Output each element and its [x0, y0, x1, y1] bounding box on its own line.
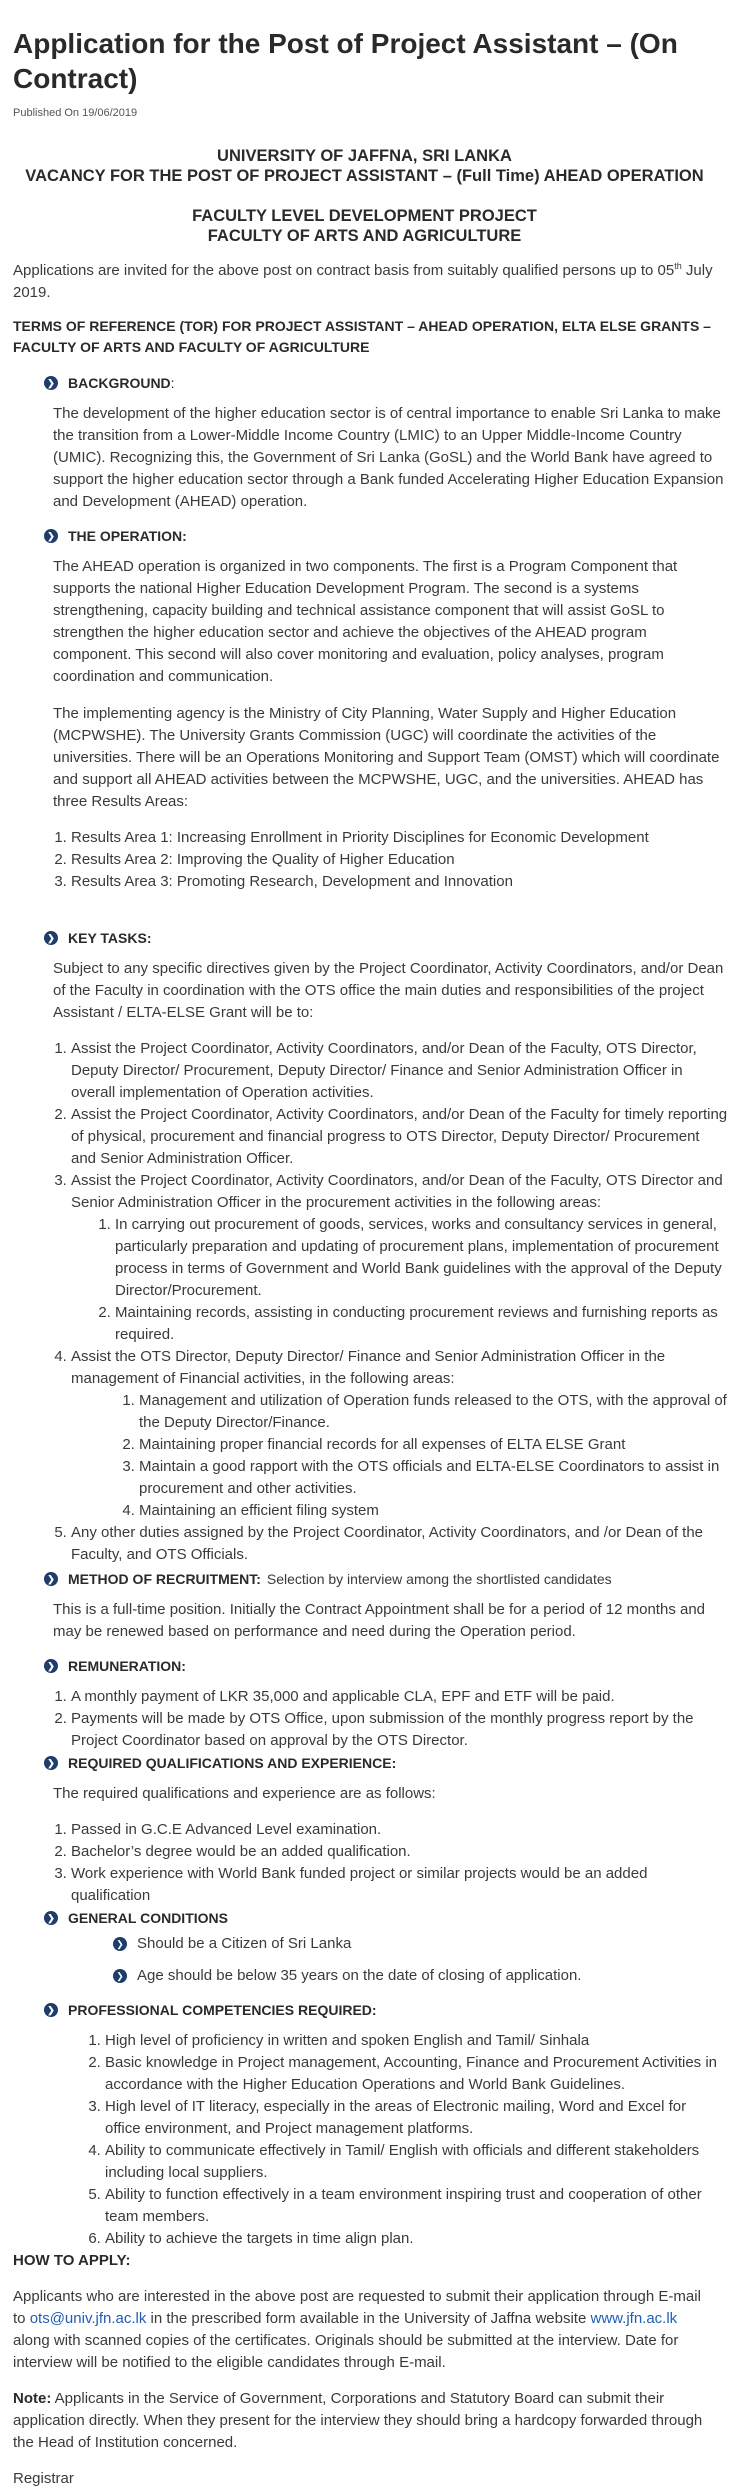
note-body: Applicants in the Service of Government, Corporations and Statutory Board can submit their application directly. When they present for the interview they should bring a hardcopy forwarded through the Head of Institution concerned. [13, 2390, 703, 2451]
list-item: 4. Ability to communicate effectively in Tamil/ English with officials and different stakeholders including local suppliers. [105, 2140, 725, 2184]
list-item: 5. Any other duties assigned by the Project Coordinator, Activity Coordinators, and /or Dean of the Faculty, and OTS Officials. [71, 1522, 728, 1566]
chevron-right-circle-icon: ❯ [44, 1572, 58, 1586]
page-title: Application for the Post of Project Assistant – (On Contract) [13, 28, 678, 94]
list-item [71, 1346, 728, 1522]
website-link[interactable]: www.jfn.ac.lk [590, 2310, 678, 2327]
list-item [113, 1965, 716, 1987]
chevron-right-circle-icon: ❯ [113, 1969, 127, 1983]
key-tasks-intro: Subject to any specific directives given by the Project Coordinator, Activity Coordinators, and/or Dean of the Faculty in coordination with the OTS office the main duties and responsibilities of the project Assistant / ELTA-ELSE Grant will be to: [53, 960, 724, 1021]
operation-label: THE OPERATION: [68, 528, 187, 544]
recruitment-text: This is a full-time position. Initially the Contract Appointment shall be for a period of 12 months and may be renewed based on performance and need during the Operation period. [53, 1601, 706, 1640]
list-item: 2. Payments will be made by OTS Office, upon submission of the monthly progress report by the Project Coordinator based on approval by the OTS Director. [71, 1708, 728, 1752]
chevron-right-circle-icon: ❯ [44, 2003, 58, 2017]
section-qualifications-heading [44, 1752, 716, 1774]
background-text: The development of the higher education sector is of central importance to enable Sri Lanka to make the transition from a Lower-Middle Income Country (LMIC) to an Upper Middle-Income Country (UMIC). Recognizing this, the Government of Sri Lanka (GoSL) and the World Bank have agreed to support the higher education sector through a Bank funded Accelerating Higher Education Expansion and Development (AHEAD) operation. [53, 405, 724, 510]
list-item: 2. Bachelor’s degree would be an added qualification. [71, 1841, 728, 1863]
apply-text-after: along with scanned copies of the certificates. Originals should be submitted at the interview. Date for interview will be notified to the eligible candidates through E-mail. [13, 2332, 679, 2371]
apply-text-middle: in the prescribed form available in the University of Jaffna website [146, 2310, 591, 2327]
chevron-right-circle-icon: ❯ [44, 529, 58, 543]
section-remuneration-heading [44, 1655, 716, 1677]
list-item: 6. Ability to achieve the targets in time align plan. [105, 2228, 725, 2250]
email-link[interactable]: ots@univ.jfn.ac.lk [29, 2310, 147, 2327]
project-name: FACULTY LEVEL DEVELOPMENT PROJECT [192, 207, 537, 225]
background-label: BACKGROUND [68, 375, 171, 391]
background-colon: : [170, 375, 175, 391]
list-item: 5. Ability to function effectively in a team environment inspiring trust and cooperation of other team members. [105, 2184, 725, 2228]
operation-text-1: The AHEAD operation is organized in two components. The first is a Program Component that supports the national Higher Education Development Program. The second is a systems strengthening, capacity building and technical assistance component that will assist GoSL to strengthen the higher education sector and achieve the objectives of the AHEAD program component. This second will also cover monitoring and evaluation, policy analyses, program coordination and communication. [53, 558, 678, 685]
general-list [113, 1933, 716, 1987]
task-4-sublist [71, 1390, 728, 1522]
list-item: 2. Basic knowledge in Project management, Accounting, Finance and Procurement Activities in accordance with the Higher Education Operations and World Bank Guidelines. [105, 2052, 725, 2096]
list-item: 1. A monthly payment of LKR 35,000 and applicable CLA, EPF and ETF will be paid. [71, 1686, 728, 1708]
remuneration-list [13, 1686, 728, 1752]
how-to-apply-heading: HOW TO APPLY: [13, 2252, 131, 2269]
key-tasks-list [13, 1038, 728, 1566]
list-item: 1. High level of proficiency in written and spoken English and Tamil/ Sinhala [105, 2030, 725, 2052]
intro-text [13, 260, 716, 304]
registrar: Registrar [13, 2470, 74, 2487]
chevron-right-circle-icon: ❯ [44, 1756, 58, 1770]
task-3-text: Assist the Project Coordinator, Activity Coordinators, and/or Dean of the Faculty, OTS Director and Senior Administration Officer in the procurement activities in the following areas: [71, 1172, 723, 1211]
university-header [13, 146, 716, 186]
recruitment-inline: Selection by interview among the shortlisted candidates [266, 1571, 612, 1587]
list-item: 1. In carrying out procurement of goods, services, works and consultancy services in general, particularly preparation and updating of procurement plans, implementation of procurement process in terms of Government and World Bank guidelines with the approval of the Deputy Director/Procurement. [115, 1214, 728, 1302]
intro-after: July 2019. [13, 262, 713, 301]
recruitment-label: METHOD OF RECRUITMENT: [68, 1571, 261, 1587]
key-tasks-label: KEY TASKS: [68, 930, 152, 946]
tor-heading: TERMS OF REFERENCE (TOR) FOR PROJECT ASSISTANT – AHEAD OPERATION, ELTA ELSE GRANTS – FACULTY OF ARTS AND FACULTY OF AGRICULTURE [13, 318, 711, 355]
list-item: 3. Maintain a good rapport with the OTS officials and ELTA-ELSE Coordinators to assist in procurement and other activities. [139, 1456, 728, 1500]
section-operation-heading [44, 525, 716, 547]
chevron-right-circle-icon: ❯ [44, 1659, 58, 1673]
intro-before: Applications are invited for the above post on contract basis from suitably qualified persons up to 05 [13, 262, 675, 279]
list-item: 3. Results Area 3: Promoting Research, Development and Innovation [71, 871, 728, 893]
list-item: 2. Maintaining records, assisting in conducting procurement reviews and furnishing reports as required. [115, 1302, 728, 1346]
qualifications-list [13, 1819, 728, 1907]
project-header [13, 206, 716, 246]
section-general-heading [44, 1907, 716, 1929]
chevron-right-circle-icon: ❯ [44, 931, 58, 945]
list-item: 1. Results Area 1: Increasing Enrollment in Priority Disciplines for Economic Development [71, 827, 728, 849]
section-competencies-heading [44, 1999, 716, 2021]
list-item: 2. Results Area 2: Improving the Quality of Higher Education [71, 849, 728, 871]
note-label: Note: [13, 2390, 52, 2407]
vacancy-title: VACANCY FOR THE POST OF PROJECT ASSISTANT – (Full Time) AHEAD OPERATION [25, 167, 704, 185]
university-name: UNIVERSITY OF JAFFNA, SRI LANKA [217, 147, 512, 165]
qualifications-label: REQUIRED QUALIFICATIONS AND EXPERIENCE: [68, 1755, 397, 1771]
task-4-text: Assist the OTS Director, Deputy Director/ Finance and Senior Administration Officer in the management of Financial activities, in the following areas: [71, 1348, 666, 1387]
list-item: 1. Passed in G.C.E Advanced Level examination. [71, 1819, 728, 1841]
list-item [71, 1170, 728, 1346]
operation-text-2: The implementing agency is the Ministry of City Planning, Water Supply and Higher Education (MCPWSHE). The University Grants Commission (UGC) will coordinate the activities of the universities. There will be an Operations Monitoring and Support Team (OMST) which will coordinate and support all AHEAD activities between the MCPWSHE, UGC, and the universities. AHEAD has three Results Areas: [53, 705, 720, 810]
qualifications-intro: The required qualifications and experience are as follows: [53, 1785, 436, 1802]
section-key-tasks-heading [44, 927, 716, 949]
competencies-label: PROFESSIONAL COMPETENCIES REQUIRED: [68, 2002, 377, 2018]
list-item: 4. Maintaining an efficient filing system [139, 1500, 728, 1522]
task-3-sublist [71, 1214, 728, 1346]
chevron-right-circle-icon: ❯ [113, 1937, 127, 1951]
list-item: 1. Management and utilization of Operation funds released to the OTS, with the approval of the Deputy Director/Finance. [139, 1390, 728, 1434]
list-item: 3. Work experience with World Bank funded project or similar projects would be an added qualification [71, 1863, 728, 1907]
competencies-list [13, 2030, 725, 2250]
chevron-right-circle-icon: ❯ [44, 1911, 58, 1925]
results-list [13, 827, 728, 893]
intro-sup: th [674, 261, 682, 271]
general-label: GENERAL CONDITIONS [68, 1910, 228, 1926]
published-date: Published On 19/06/2019 [13, 107, 138, 119]
list-item: 1. Assist the Project Coordinator, Activity Coordinators, and/or Dean of the Faculty, OTS Director, Deputy Director/ Procurement, Deputy Director/ Finance and Senior Administration Officer in overall implementation of Operation activities. [71, 1038, 728, 1104]
section-background-heading [44, 372, 716, 394]
list-item: 2. Assist the Project Coordinator, Activity Coordinators, and/or Dean of the Faculty for timely reporting of physical, procurement and financial progress to OTS Director, Deputy Director/ Procurement and Senior Administration Officer. [71, 1104, 728, 1170]
how-to-apply-text [13, 2286, 713, 2374]
chevron-right-circle-icon: ❯ [44, 376, 58, 390]
list-item: 3. High level of IT literacy, especially in the areas of Electronic mailing, Word and Excel for office environment, and Project management platforms. [105, 2096, 725, 2140]
general-item-text: Should be a Citizen of Sri Lanka [137, 1935, 352, 1952]
general-item-text: Age should be below 35 years on the date of closing of application. [137, 1967, 582, 1984]
section-recruitment-heading [44, 1568, 716, 1590]
faculty-name: FACULTY OF ARTS AND AGRICULTURE [207, 227, 522, 245]
apply-text-before: Applicants who are interested in the above post are requested to submit their application through E-mail to [13, 2288, 701, 2327]
note-text [13, 2388, 718, 2454]
list-item [113, 1933, 716, 1955]
remuneration-label: REMUNERATION: [68, 1658, 186, 1674]
list-item: 2. Maintaining proper financial records for all expenses of ELTA ELSE Grant [139, 1434, 728, 1456]
